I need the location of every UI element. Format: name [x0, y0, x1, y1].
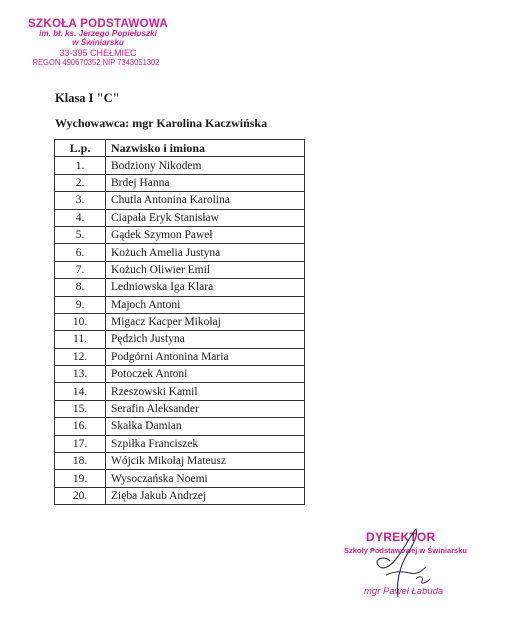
row-number: 13.	[55, 366, 106, 383]
table-row	[55, 418, 305, 435]
table-row	[55, 296, 305, 313]
table-header-row	[55, 140, 305, 157]
row-number: 19.	[55, 470, 106, 487]
class-title: Klasa I "C"	[55, 91, 120, 105]
stamp-location: w Świniarsku	[72, 37, 124, 47]
row-number: 6.	[55, 244, 106, 261]
row-number: 17.	[55, 435, 106, 452]
table-row	[55, 209, 305, 226]
student-name: Bodziony Nikodem	[106, 157, 305, 174]
table-row	[55, 366, 305, 383]
table-row	[55, 383, 305, 400]
row-number: 8.	[55, 279, 106, 296]
student-name: Potoczek Antoni	[106, 366, 305, 383]
column-header-lp: L.p.	[55, 140, 106, 157]
student-name: Chutla Antonina Karolina	[106, 192, 305, 209]
row-number: 3.	[55, 192, 106, 209]
stamp-school-name: SZKOŁA PODSTAWOWA	[28, 18, 168, 30]
student-name: Szpiłka Franciszek	[106, 435, 305, 452]
column-header-name: Nazwisko i imiona	[106, 140, 305, 157]
student-name: Brdej Hanna	[106, 174, 305, 191]
student-name: Gądek Szymon Paweł	[106, 226, 305, 243]
student-name: Rzeszowski Kamil	[106, 383, 305, 400]
table-row	[55, 453, 305, 470]
student-name: Migacz Kacper Mikołaj	[106, 313, 305, 330]
table-row	[55, 470, 305, 487]
director-title: DYREKTOR	[366, 530, 436, 544]
director-school: Szkoły Podstawowej w Świniarsku	[344, 546, 467, 555]
student-name: Pędzich Justyna	[106, 331, 305, 348]
table-row	[55, 487, 305, 504]
table-row	[55, 348, 305, 365]
row-number: 2.	[55, 174, 106, 191]
table-row	[55, 174, 305, 191]
table-row	[55, 157, 305, 174]
stamp-regon-nip: REGON 490670352 NIP 7343051302	[32, 57, 160, 67]
row-number: 7.	[55, 261, 106, 278]
student-name: Ledniowska Iga Klara	[106, 279, 305, 296]
row-number: 4.	[55, 209, 106, 226]
row-number: 5.	[55, 226, 106, 243]
student-roster-table	[54, 139, 305, 505]
table-row	[55, 435, 305, 452]
row-number: 1.	[55, 157, 106, 174]
student-name: Zięba Jakub Andrzej	[106, 487, 305, 504]
row-number: 18.	[55, 453, 106, 470]
student-name: Serafin Aleksander	[106, 400, 305, 417]
row-number: 16.	[55, 418, 106, 435]
table-row	[55, 244, 305, 261]
student-name: Wójcik Mikołaj Mateusz	[106, 453, 305, 470]
director-stamp	[338, 527, 466, 607]
student-name: Ciapała Eryk Stanisław	[106, 209, 305, 226]
row-number: 11.	[55, 331, 106, 348]
row-number: 12.	[55, 348, 106, 365]
homeroom-teacher: Wychowawca: mgr Karolina Kaczwińska	[55, 116, 268, 130]
student-name: Majoch Antoni	[106, 296, 305, 313]
table-body	[55, 157, 305, 505]
student-name: Skałka Damian	[106, 418, 305, 435]
row-number: 9.	[55, 296, 106, 313]
row-number: 15.	[55, 400, 106, 417]
row-number: 10.	[55, 313, 106, 330]
table-row	[55, 261, 305, 278]
table-row	[55, 331, 305, 348]
stamp-patron: im. bł. ks. Jerzego Popiełuszki	[39, 29, 157, 39]
table-row	[55, 192, 305, 209]
student-name: Kożuch Oliwier Emil	[106, 261, 305, 278]
student-name: Wysoczańska Noemi	[106, 470, 305, 487]
stamp-postal-address: 33-395 CHEŁMIEC	[59, 48, 137, 59]
school-stamp	[28, 18, 168, 67]
table-row	[55, 313, 305, 330]
student-name: Kożuch Amelia Justyna	[106, 244, 305, 261]
table-row	[55, 226, 305, 243]
director-name: mgr Paweł Łabuda	[364, 586, 444, 597]
table-row	[55, 400, 305, 417]
row-number: 20.	[55, 487, 106, 504]
student-name: Podgórni Antonina Maria	[106, 348, 305, 365]
handwritten-signature	[338, 527, 466, 607]
row-number: 14.	[55, 383, 106, 400]
table-row	[55, 279, 305, 296]
